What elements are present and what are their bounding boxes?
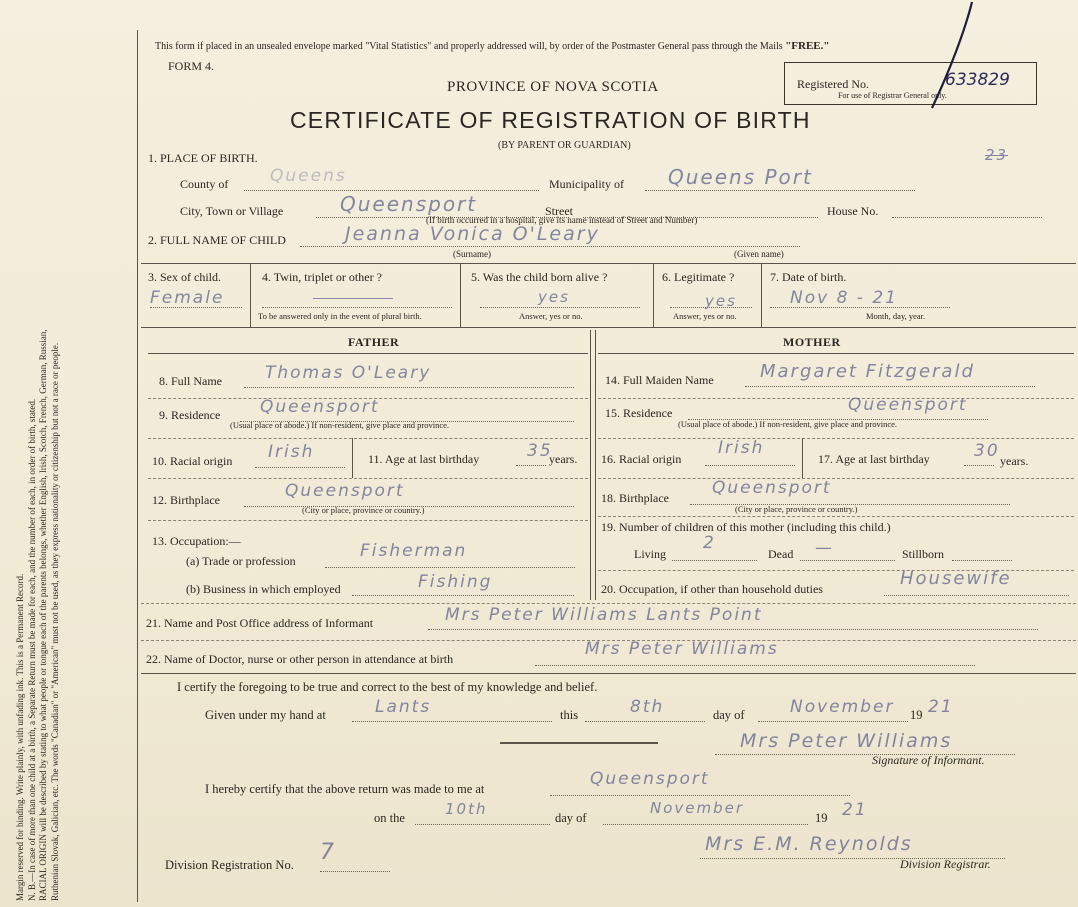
city-value: Queensport [340, 192, 478, 216]
street-label: Street [545, 204, 573, 218]
mother-occupation-label: 20. Occupation, if other than household duties [601, 582, 823, 596]
free-text: "FREE." [785, 40, 830, 52]
legitimate-label: 6. Legitimate ? [662, 270, 735, 284]
hospital-note: (If birth occurred in a hospital, give its name instead of Street and Number) [426, 215, 698, 225]
dob-line [770, 307, 950, 308]
margin-line-4: Ruthenian Slovak, Galician, etc. The words "Canadian" or "American" must not be used, as they express nationality or citizenship but not a race or people. [49, 342, 60, 901]
certify-top-border [141, 673, 1076, 674]
mother-race-value: Irish [718, 438, 765, 458]
day-value: 8th [630, 697, 665, 717]
margin-instructions [15, 111, 85, 901]
margin-border [137, 30, 138, 902]
father-row-sep-4 [148, 520, 588, 521]
father-years-label: years. [549, 452, 578, 466]
father-row-sep-3 [148, 478, 588, 479]
mother-race-divider [802, 438, 803, 478]
given-name-note: (Given name) [734, 249, 784, 259]
father-occupation-label: 13. Occupation:— [152, 534, 241, 548]
father-residence-value: Queensport [260, 397, 380, 417]
municipality-line [645, 190, 915, 191]
division-value: 7 [320, 840, 336, 865]
month-line [758, 721, 908, 722]
father-trade-line [325, 567, 575, 568]
mother-row-sep-2 [598, 438, 1074, 439]
row3-bottom-border [141, 327, 1076, 328]
informant-top-border [141, 603, 1076, 604]
mother-birthplace-value: Queensport [712, 478, 832, 498]
mother-age-line [964, 465, 994, 466]
mother-name-value: Margaret Fitzgerald [760, 361, 975, 382]
registrar-place-line [550, 795, 850, 796]
mail-notice-text: This form if placed in an unsealed envelope marked "Vital Statistics" and properly addressed will, by order of the Postmaster General pass through the Mails [155, 41, 783, 52]
alive-line [480, 307, 640, 308]
registrar-month-value: November [650, 799, 745, 817]
row3-divider-2 [460, 263, 461, 327]
informant-signature: Mrs Peter Williams [740, 730, 953, 752]
doctor-value: Mrs Peter Williams [585, 639, 779, 659]
house-label: House No. [827, 204, 879, 218]
mother-residence-note: (Usual place of abode.) If non-resident, give place and province. [678, 419, 898, 429]
county-label: County of [180, 177, 229, 191]
father-age-label: 11. Age at last birthday [368, 452, 480, 466]
municipality-label: Municipality of [549, 177, 624, 191]
given-place-line [352, 721, 552, 722]
registrar-year-value: 21 [842, 800, 868, 820]
registered-number: 633829 [945, 70, 1010, 90]
father-age-value: 35 [527, 441, 553, 461]
dead-value: — [815, 538, 834, 558]
mother-children-label: 19. Number of children of this mother (including this child.) [601, 520, 891, 534]
father-age-line [516, 465, 546, 466]
mother-heading-rule [598, 353, 1074, 354]
division-line [320, 871, 390, 872]
page-subtitle: (BY PARENT OR GUARDIAN) [498, 140, 631, 151]
father-race-divider [352, 438, 353, 478]
mother-birthplace-label: 18. Birthplace [601, 491, 669, 505]
father-residence-note: (Usual place of abode.) If non-resident, give place and province. [230, 420, 450, 430]
alive-value: yes [538, 288, 570, 306]
mother-residence-value: Queensport [848, 395, 968, 415]
father-race-label: 10. Racial origin [152, 454, 233, 468]
mother-heading: MOTHER [783, 335, 841, 349]
father-name-value: Thomas O'Leary [265, 363, 432, 383]
corner-mark: 23 [985, 146, 1009, 164]
registrar-signature: Mrs E.M. Reynolds [705, 833, 913, 855]
father-business-value: Fishing [418, 572, 493, 592]
mother-residence-label: 15. Residence [605, 406, 673, 420]
twin-note: To be answered only in the event of plural birth. [258, 311, 422, 321]
father-name-line [244, 387, 574, 388]
father-birthplace-label: 12. Birthplace [152, 493, 220, 507]
living-label: Living [634, 547, 666, 561]
day-line [585, 721, 705, 722]
registrar-day-line [415, 824, 550, 825]
twin-line [262, 307, 452, 308]
mother-row-sep-3 [598, 478, 1074, 479]
mother-race-label: 16. Racial origin [601, 452, 682, 466]
mother-birthplace-note: (City or place, province or country.) [735, 504, 858, 514]
place-of-birth-label: 1. PLACE OF BIRTH. [148, 151, 258, 165]
mother-years-label: years. [1000, 454, 1029, 468]
page-title: CERTIFICATE OF REGISTRATION OF BIRTH [290, 107, 811, 133]
surname-note: (Surname) [453, 249, 491, 259]
father-birthplace-value: Queensport [285, 481, 405, 501]
house-line [892, 217, 1042, 218]
row3-divider-3 [653, 263, 654, 327]
row3-top-border [141, 263, 1076, 264]
father-row-sep-2 [148, 438, 588, 439]
twin-dash-mark [313, 298, 393, 299]
doctor-line [535, 665, 975, 666]
dob-value: Nov 8 - 21 [790, 288, 898, 308]
registrar-month-line [603, 824, 808, 825]
stillborn-label: Stillborn [902, 547, 945, 561]
given-place-value: Lants [375, 697, 432, 717]
municipality-value: Queens Port [668, 165, 813, 189]
registrar-dayof-label: day of [555, 811, 587, 825]
registrar-year-prefix: 19 [815, 811, 828, 825]
mother-row-sep-4 [598, 516, 1074, 517]
parents-divider-2 [595, 330, 596, 600]
mother-row-sep-1 [598, 398, 1074, 399]
registrar-place-value: Queensport [590, 769, 710, 789]
row3-divider-4 [761, 263, 762, 327]
father-residence-label: 9. Residence [159, 408, 221, 422]
living-value: 2 [703, 533, 716, 553]
father-trade-label: (a) Trade or profession [186, 554, 296, 568]
father-business-label: (b) Business in which employed [186, 582, 341, 596]
dob-label: 7. Date of birth. [770, 270, 847, 284]
informant-value: Mrs Peter Williams Lants Point [445, 605, 763, 625]
on-the-label: on the [374, 811, 405, 825]
legitimate-line [670, 307, 752, 308]
dob-note: Month, day, year. [866, 311, 926, 321]
mother-occupation-value: Housewife [900, 568, 1012, 589]
alive-label: 5. Was the child born alive ? [471, 270, 608, 284]
city-label: City, Town or Village [180, 204, 284, 218]
mother-race-line [705, 465, 795, 466]
mother-name-label: 14. Full Maiden Name [605, 373, 714, 387]
alive-note: Answer, yes or no. [519, 311, 583, 321]
father-race-value: Irish [268, 442, 315, 462]
margin-line-1: Margin reserved for binding. Write plainly, with unfading ink. This is a Permanent Record. [15, 573, 25, 901]
certify-statement: I certify the foregoing to be true and correct to the best of my knowledge and belief. [177, 680, 598, 694]
child-name-line [300, 246, 800, 247]
living-line [672, 560, 757, 561]
row3-divider-1 [250, 263, 251, 327]
father-birthplace-note: (City or place, province or country.) [302, 505, 425, 515]
form-number: FORM 4. [168, 59, 215, 73]
informant-line [428, 629, 1038, 630]
registrar-day-value: 10th [445, 800, 488, 818]
dead-line [800, 560, 895, 561]
county-value: Queens [270, 166, 347, 186]
pen-stroke-mark [920, 0, 980, 110]
mail-notice [155, 40, 830, 52]
legitimate-note: Answer, yes or no. [673, 311, 737, 321]
division-registrar-label: Division Registrar. [900, 857, 991, 871]
margin-line-2: N. B.—In case of more than one child at a birth, a Separate Return must be made for each, and the number of each, in order of birth, stated. [26, 398, 37, 901]
child-name-value: Jeanna Vonica O'Leary [345, 223, 600, 245]
twin-label: 4. Twin, triplet or other ? [262, 270, 382, 284]
dayof-label: day of [713, 708, 745, 722]
father-name-label: 8. Full Name [159, 374, 222, 388]
province-heading: PROVINCE OF NOVA SCOTIA [447, 79, 659, 95]
sex-value: Female [150, 288, 225, 308]
mother-occupation-line [884, 595, 1069, 596]
parents-divider-1 [590, 330, 591, 600]
mother-age-value: 30 [974, 441, 1000, 461]
center-rule [500, 742, 658, 744]
county-line [244, 190, 539, 191]
this-label: this [560, 708, 579, 722]
informant-label: 21. Name and Post Office address of Informant [146, 616, 374, 630]
father-heading-rule [148, 353, 588, 354]
mother-age-label: 17. Age at last birthday [818, 452, 930, 466]
mother-name-line [745, 386, 1035, 387]
registrar-use-note: For use of Registrar General only. [838, 91, 947, 100]
father-race-line [255, 467, 345, 468]
signature-label: Signature of Informant. [872, 753, 985, 767]
father-heading: FATHER [348, 335, 400, 349]
registrar-statement: I hereby certify that the above return was made to me at [205, 782, 485, 796]
sex-label: 3. Sex of child. [148, 270, 221, 284]
doctor-label: 22. Name of Doctor, nurse or other person in attendance at birth [146, 652, 454, 666]
stillborn-line [952, 560, 1012, 561]
year-value: 21 [928, 697, 954, 717]
month-value: November [790, 697, 895, 717]
sex-line [150, 307, 242, 308]
year-prefix: 19 [910, 708, 923, 722]
division-label: Division Registration No. [165, 858, 294, 872]
father-trade-value: Fisherman [360, 541, 468, 561]
given-label: Given under my hand at [205, 708, 326, 722]
margin-line-3: RACIAL ORIGIN will be described by stating to what people or tongue each of the parents belongs, whether English, Irish, Scotch, French, German, Russian, [38, 329, 48, 901]
dead-label: Dead [768, 547, 794, 561]
child-name-label: 2. FULL NAME OF CHILD [148, 233, 286, 247]
legitimate-value: yes [705, 292, 737, 310]
father-business-line [352, 595, 574, 596]
registered-label: Registered No. [797, 77, 869, 91]
